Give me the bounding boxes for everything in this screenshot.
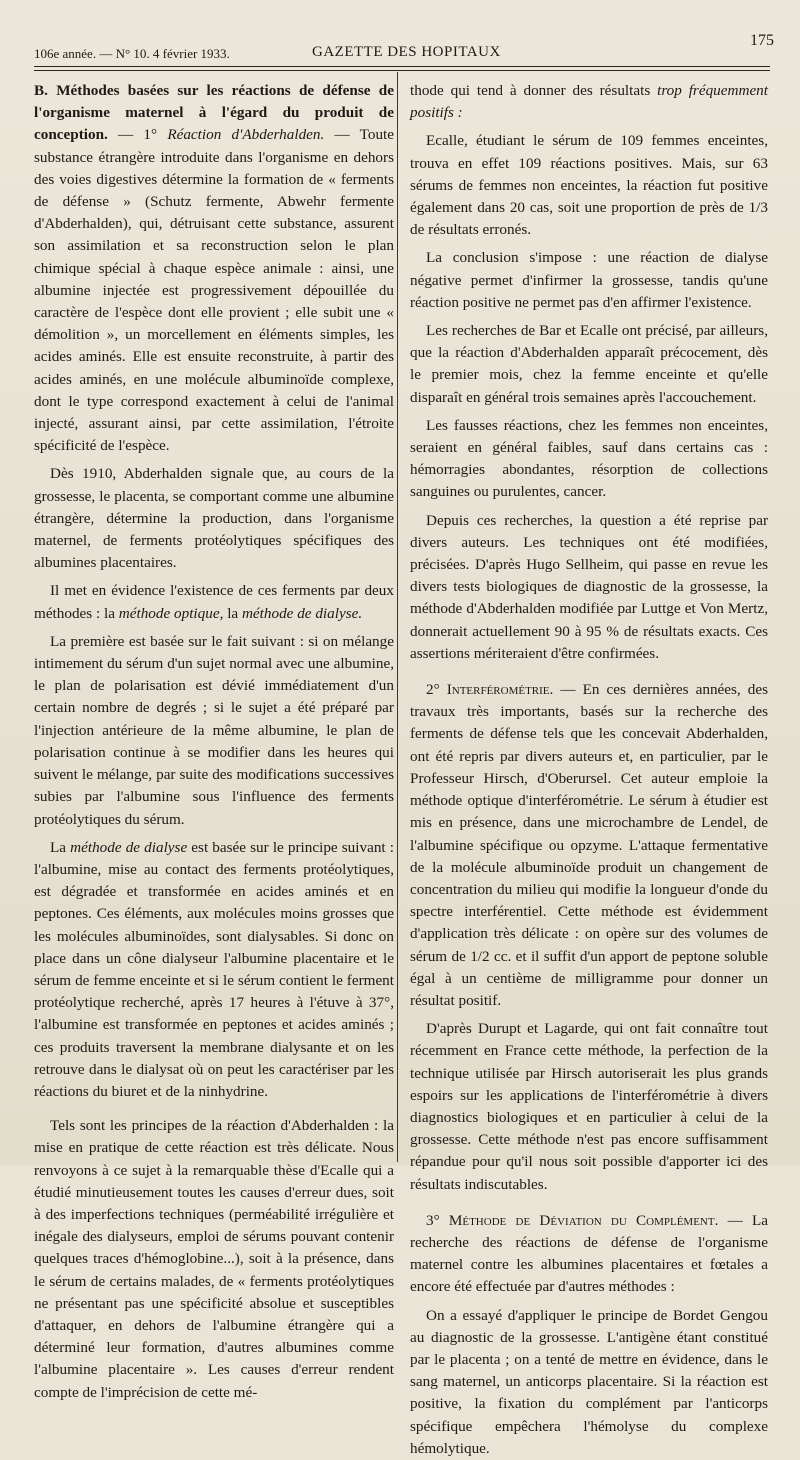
section-b-paragraph: B. Méthodes basées sur les réactions de défense de l'organisme maternel à l'égard du produit de conception. — 1° Réaction d'Abderhalden. — Toute substance étrangère introduite dans l'organisme en dehors des voies digestives détermine la formation de « ferments de défense » (Schutz fermente, Abwehr fermente d'Abderhalden), qui, détruisant cette substance, assurent son assimilation et sa reconstruction selon le plan chimique spécial à chaque espèce animale : ainsi, une albumine injectée est progressivement dépouillée du caractère de l'espèce dont elle provient ; elle subit une « démolition », un morcellement en éléments simples, les acides aminés. Elle est ensuite reconstruite, à partir des acides aminés, en une molécule albuminoïde complexe, dont le type correspond exactement à celui de l'animal injecté, assurant ainsi, par cette assimilation, l'étroite spécificité de l'espèce. <box>34 82 395 455</box>
paragraph: thode qui tend à donner des résultats trop fréquemment positifs : <box>410 82 768 122</box>
section-title: 3° Méthode de Déviation du Complément. <box>426 1211 719 1229</box>
right-column <box>410 80 768 1460</box>
journal-title: GAZETTE DES HOPITAUX <box>312 44 501 60</box>
page-number: 175 <box>750 32 774 49</box>
paragraph: La première est basée sur le fait suivant : si on mélange intimement du sérum d'un sujet normal avec une albumine, le plan de polarisation est dévié immédiatement d'un certain nombre de degrés ; si le sujet a été préparé par l'injection antérieure de la même albumine, le plan de polarisation continue à se modifier dans les heures qui suivent le mélange, par suite des modifications successives subies par l'albumine sous l'influence des ferments protéolytiques du sérum. <box>34 632 394 828</box>
paragraph: On a essayé d'appliquer le principe de Bordet Gengou au diagnostic de la grossesse. L'antigène étant constitué par le placenta ; on a tenté de mettre en évidence, dans le sang maternel, un anticorps placentaire. Si la réaction est positive, la fixation du complément par l'anticorps spécifique empêchera l'hémolyse du complexe hémolytique. <box>410 1306 768 1457</box>
page-header <box>34 32 774 64</box>
paragraph: Tels sont les principes de la réaction d'Abderhalden : la mise en pratique de cette réaction est très délicate. Nous renvoyons à ce sujet à la remarquable thèse d'Ecalle qui a étudié minutieusement toutes les causes d'erreur dues, soit à des imperfections techniques (perméabilité irrégulière et inégale des dialyseurs, emploi de sérums pouvant contenir quelques traces d'hémoglobine...), soit à la présence, dans le sérum de certains malades, de « ferments protéolytiques ne présentant pas une spécificité absolue et susceptibles d'attaquer, en dehors de l'albumine étrangère qui a déterminé leur formation, d'autres albumines comme l'albumine placentaire ». Les causes d'erreur rendent compte de l'imprécision de cette mé- <box>34 1117 394 1401</box>
left-column <box>34 80 394 1404</box>
subsection-title: Réaction d'Abderhalden. <box>167 126 325 144</box>
header-rule-thin <box>34 70 770 71</box>
paragraph: La méthode de dialyse est basée sur le principe suivant : l'albumine, mise au contact des ferments protéolytiques, est dégradée et transformée en acides aminés et en peptones. Ces éléments, aux molécules moins grosses que les molécules albuminoïdes, sont dialysables. Si donc on place dans un cône dialyseur l'albumine placentaire et le sérum de femme enceinte et si le sérum contient le ferment protéolytique recherché, après 17 heures à l'étuve à 37°, l'albumine est transformée en peptones et acides aminés ; ces produits traversent la membrane dialysante et on les retrouve dans le dialysat où on peut les caractériser par les réactions du biuret et de la ninhydrine. <box>34 838 394 1100</box>
section-deviation-complement: 3° Méthode de Déviation du Complément. — La recherche des réactions de défense de l'organisme maternel contre les albumines placentaires et fœtales a encore été effectuée par d'autres méthodes : <box>410 1211 768 1296</box>
issue-info: 106e année. — N° 10. 4 février 1933. <box>34 46 230 61</box>
paragraph: Les recherches de Bar et Ecalle ont précisé, par ailleurs, que la réaction d'Abderhalden apparaît précocement, dès le premier mois, chez la femme enceinte et qu'elle disparaît en général trois semaines après l'accouchement. <box>410 322 768 406</box>
paragraph: Dès 1910, Abderhalden signale que, au cours de la grossesse, le placenta, se comportant comme une albumine étrangère, détermine la production, dans l'organisme maternel, de ferments protéolytiques spécifiques des albumines placentaires. <box>34 465 394 572</box>
section-title: 2° Interférométrie. <box>426 681 554 699</box>
paragraph: Ecalle, étudiant le sérum de 109 femmes enceintes, trouva en effet 109 réactions positives. Mais, sur 63 sérums de femmes non enceintes, la réaction fut positive également dans 20 cas, soit une proportion de près de 1/3 de résultats erronés. <box>410 132 768 239</box>
paragraph: Il met en évidence l'existence de ces ferments par deux méthodes : la méthode optique, la méthode de dialyse. <box>34 582 394 622</box>
header-rule <box>34 66 770 67</box>
column-divider <box>397 72 398 1162</box>
section-b-title: B. Méthodes basées sur les réactions de défense de l'organisme maternel à l'égard du produit de conception. <box>34 82 394 144</box>
paragraph: Depuis ces recherches, la question a été reprise par divers auteurs. Les techniques ont été modifiées, précisées. D'après Hugo Sellheim, qui passe en revue les divers tests biologiques de diagnostic de la grossesse, la méthode d'Abderhalden modifiée par Luttge et Von Mertz, donnerait actuellement 90 à 95 % de résultats exacts. Ces assertions mériteraient d'être confirmées. <box>410 511 768 662</box>
paragraph: La conclusion s'impose : une réaction de dialyse négative permet d'infirmer la grossesse, tandis qu'une réaction positive ne permet pas d'en affirmer l'existence. <box>410 249 768 311</box>
section-interferometrie: 2° Interférométrie. — En ces dernières années, des travaux très importants, basés sur la recherche des ferments de défense tels que les concevait Abderhalden, ont été repris par divers auteurs et, en particulier, par le Professeur Hirsch, d'Oberursel. Cet auteur emploie la méthode optique d'interférométrie. Le sérum à étudier est mis en présence, dans une microchambre de Lendel, de l'albumine spécifique ou opzyme. L'attaque fermentative de la molécule albuminoïde produit un changement de concentration du milieu qui modifie la longueur d'onde du spectre interférentiel. Cette méthode est évidemment d'application très délicate : on opère sur des volumes de sérum de 1/2 cc. et il suffit d'un apport de peptone soluble égal à un centième de milligramme pour donner un résultat positif. <box>410 681 768 1009</box>
paragraph: D'après Durupt et Lagarde, qui ont fait connaître tout récemment en France cette méthode, la perfection de la technique utilisée par Hirsch autoriserait les plus grands espoirs sur les applications de l'interférométrie à divers diagnostics biologiques et en particulier à celui de la grossesse. Cette méthode n'est pas encore suffisamment répandue pour qu'il nous soit possible d'apporter ici des résultats indiscutables. <box>410 1020 768 1193</box>
paragraph: Les fausses réactions, chez les femmes non enceintes, seraient en général faibles, sauf dans certains cas : hémorragies abondantes, résorption de collections sanguines ou purulentes, cancer. <box>410 416 768 501</box>
